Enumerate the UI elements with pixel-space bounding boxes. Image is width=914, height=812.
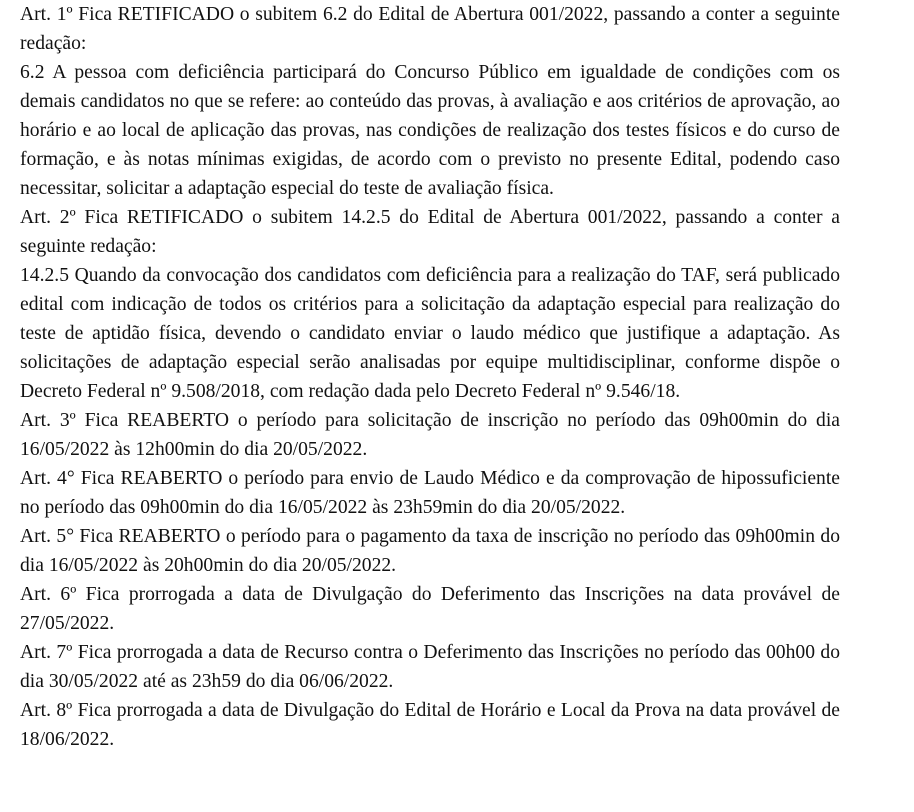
article-6: Art. 6º Fica prorrogada a data de Divulgação do Deferimento das Inscrições na data provável de 27/05/2022. [20,584,840,634]
article-5: Art. 5° Fica REABERTO o período para o pagamento da taxa de inscrição no período das 09h00min do dia 16/05/2022 às 20h00min do dia 20/05/2022. [20,526,840,576]
article-7: Art. 7º Fica prorrogada a data de Recurso contra o Deferimento das Inscrições no período das 00h00 do dia 30/05/2022 até as 23h59 do dia 06/06/2022. [20,642,840,692]
document-body [20,0,840,754]
subitem-6-2: 6.2 A pessoa com deficiência participará do Concurso Público em igualdade de condições com os demais candidatos no que se refere: ao conteúdo das provas, à avaliação e aos critérios de aprovação, ao horário e ao local de aplicação das provas, nas condições de realização dos testes físicos e do curso de formação, e às notas mínimas exigidas, de acordo com o previsto no presente Edital, podendo caso necessitar, solicitar a adaptação especial do teste de avaliação física. [20,62,840,199]
article-8: Art. 8º Fica prorrogada a data de Divulgação do Edital de Horário e Local da Prova na data provável de 18/06/2022. [20,700,840,750]
subitem-14-2-5: 14.2.5 Quando da convocação dos candidatos com deficiência para a realização do TAF, será publicado edital com indicação de todos os critérios para a solicitação da adaptação especial para realização do teste de aptidão física, devendo o candidato enviar o laudo médico que justifique a adaptação. As solicitações de adaptação especial serão analisadas por equipe multidisciplinar, conforme dispõe o Decreto Federal nº 9.508/2018, com redação dada pelo Decreto Federal nº 9.546/18. [20,265,840,402]
article-1: Art. 1º Fica RETIFICADO o subitem 6.2 do Edital de Abertura 001/2022, passando a conter a seguinte redação: [20,4,840,54]
article-2: Art. 2º Fica RETIFICADO o subitem 14.2.5 do Edital de Abertura 001/2022, passando a conter a seguinte redação: [20,207,840,257]
article-4: Art. 4° Fica REABERTO o período para envio de Laudo Médico e da comprovação de hipossuficiente no período das 09h00min do dia 16/05/2022 às 23h59min do dia 20/05/2022. [20,468,840,518]
article-3: Art. 3º Fica REABERTO o período para solicitação de inscrição no período das 09h00min do dia 16/05/2022 às 12h00min do dia 20/05/2022. [20,410,840,460]
